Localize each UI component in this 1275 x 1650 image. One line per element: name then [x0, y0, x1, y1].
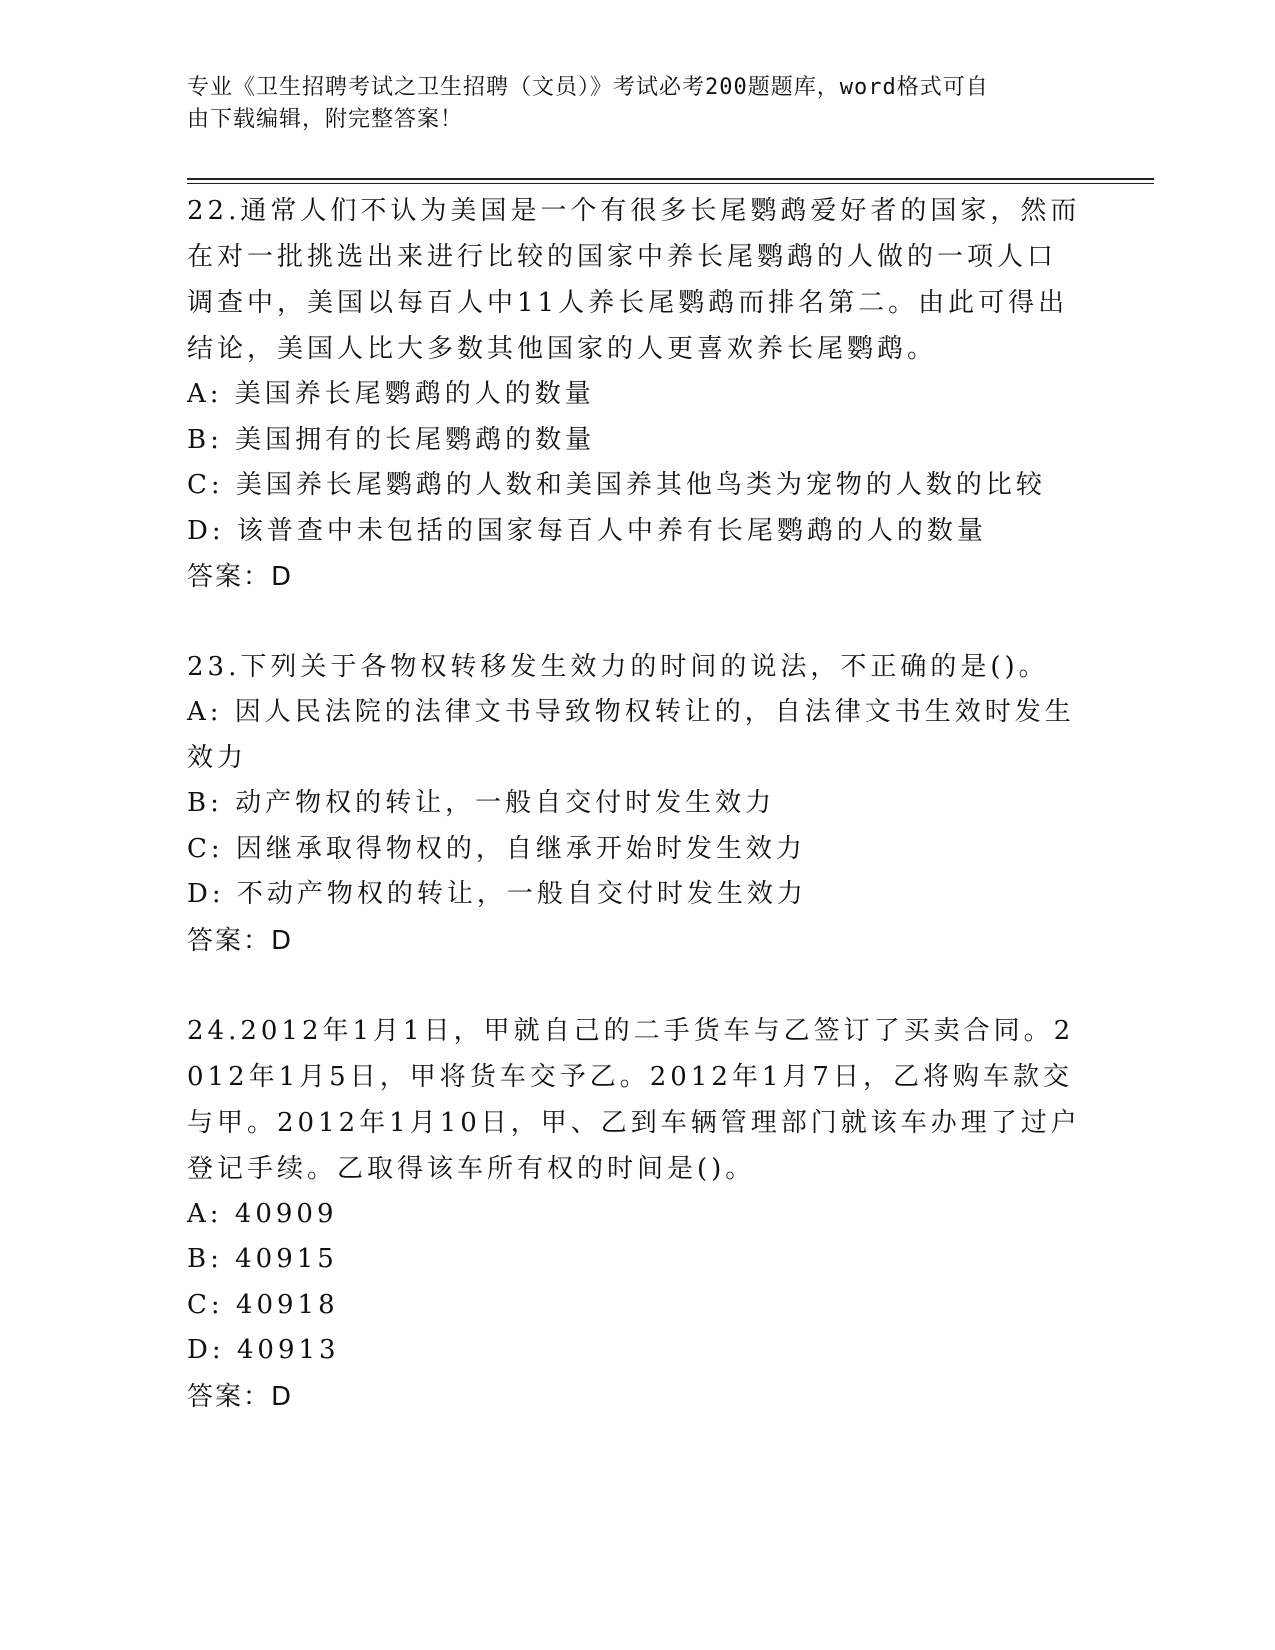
question-text: 24.2012年1月1日，甲就自己的二手货车与乙签订了买卖合同。2012年1月5日，甲将货车交予乙。2012年1月7日，乙将购车款交与甲。2012年1月10日，甲、乙到车辆管理部门就该车办理了过户登记手续。乙取得该车所有权的时间是()。	[187, 1015, 1081, 1184]
question-22	[187, 188, 1082, 600]
option-c: C: 美国养长尾鹦鹉的人数和美国养其他鸟类为宠物的人数的比较	[187, 470, 1046, 500]
answer-label: 答案：D	[187, 925, 294, 956]
document-header	[187, 72, 1067, 136]
option-d: D: 该普查中未包括的国家每百人中养有长尾鹦鹉的人的数量	[187, 515, 987, 546]
header-line-1: 专业《卫生招聘考试之卫生招聘（文员）》考试必考200题题库，word格式可自	[187, 75, 989, 100]
option-a: A: 美国养长尾鹦鹉的人的数量	[187, 379, 595, 409]
option-a: A: 40909	[187, 1198, 338, 1229]
question-text: 23.下列关于各物权转移发生效力的时间的说法，不正确的是()。	[187, 652, 1049, 682]
option-d: D: 40913	[187, 1335, 340, 1365]
option-b: B: 动产物权的转让，一般自交付时发生效力	[187, 788, 776, 818]
answer-label: 答案：D	[187, 562, 294, 592]
option-c: C: 因继承取得物权的，自继承开始时发生效力	[187, 833, 806, 864]
header-divider-thin	[187, 183, 1154, 184]
option-a: A: 因人民法院的法律文书导致物权转让的，自法律文书生效时发生效力	[187, 697, 1075, 773]
answer-label: 答案：D	[187, 1381, 294, 1412]
option-b: B: 美国拥有的长尾鹦鹉的数量	[187, 424, 596, 455]
question-list	[187, 188, 1082, 1464]
question-24	[187, 1008, 1082, 1420]
question-text: 22.通常人们不认为美国是一个有很多长尾鹦鹉爱好者的国家，然而在对一批挑选出来进行比较的国家中养长尾鹦鹉的人做的一项人口调查中，美国以每百人中11人养长尾鹦鹉而排名第二。由此可得出结论，美国人比大多数其他国家的人更喜欢养长尾鹦鹉。	[187, 196, 1081, 364]
option-c: C: 40918	[187, 1289, 339, 1320]
question-23	[187, 644, 1082, 964]
header-line-2: 由下载编辑，附完整答案！	[187, 107, 464, 132]
header-divider-thick	[187, 178, 1154, 180]
option-b: B: 40915	[187, 1244, 338, 1274]
option-d: D: 不动产物权的转让，一般自交付时发生效力	[187, 879, 807, 909]
